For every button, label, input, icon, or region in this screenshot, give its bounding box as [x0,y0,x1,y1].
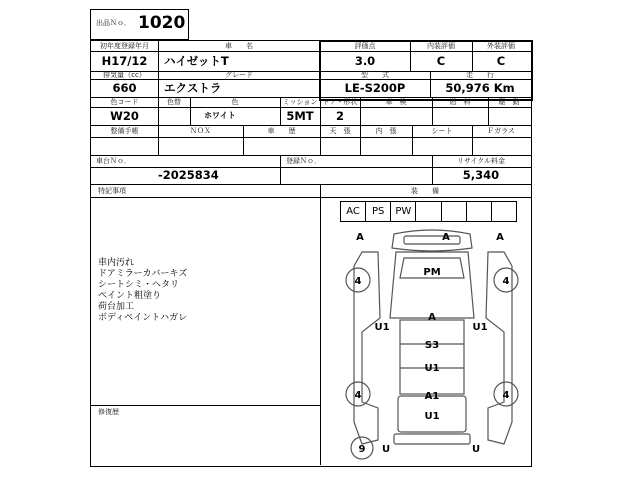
damage-mark: 4 [354,390,362,401]
rule [90,184,532,185]
recycling-fee-label: リサイクル料金 [456,157,506,165]
rule [90,137,532,138]
maintenance-book-label: 整備手帳 [110,127,139,135]
damage-mark: 4 [354,276,362,287]
remark-line: ペイント粗塗り [98,291,162,301]
damage-mark: U1 [424,411,440,422]
remark-line: ドアミラーカバーキズ [98,269,188,279]
car-name-value: ハイゼットT [164,54,229,68]
damage-mark: PM [423,267,441,278]
equipment-item [492,202,516,221]
interior-rating-label: 内装評価 [427,42,455,50]
grade-label: グレード [225,71,253,79]
equipment-item [416,202,441,221]
remark-line: 車内汚れ [98,258,135,268]
cargo-bed-outline [400,320,464,394]
displacement-value: 660 [112,81,137,95]
mileage-label: 走 行 [466,71,494,79]
interior-rating-value: C [436,54,446,68]
transmission-value: 5MT [286,109,314,123]
first-registration-label: 初年度登録年月 [100,42,149,50]
drive-label: 駆 動 [498,98,520,106]
cab-outline [390,252,474,318]
chassis-number-label: 車台Ｎｏ． [96,157,131,165]
grille-outline [404,236,460,244]
equipment-item: PW [391,202,416,221]
equipment-row [340,201,517,222]
damage-mark: 9 [358,444,366,455]
damage-mark: A [496,232,504,243]
displacement-label: 排気量（cc） [103,71,146,79]
remarks-title: 特記事項 [98,187,126,195]
door-shape-label: ドア・形状 [322,98,358,106]
color-code-label: 色コード [110,98,139,106]
remark-line: 荷台加工 [98,302,135,312]
equipment-item [467,202,492,221]
lot-number: 1020 [138,13,186,33]
damage-mark: U1 [472,322,488,333]
front-glass-label: Ｆガラス [487,127,515,135]
exterior-rating-value: C [496,54,506,68]
headliner-label: 天 張 [329,127,351,135]
inspection-label: 車 検 [385,98,407,106]
damage-mark: 4 [502,390,510,401]
recycling-fee-value: 5,340 [462,168,500,182]
damage-mark: U1 [374,322,390,333]
color-change-label: 色替 [167,98,181,106]
rule [90,125,532,126]
damage-mark: U [381,444,391,455]
lot-number-label: 出品Ｎｏ． [96,19,131,27]
rule [320,184,321,465]
evaluation-score-label: 評価点 [354,42,376,50]
exterior-rating-label: 外装評価 [487,42,515,50]
fuel-label: 燃 料 [449,98,471,106]
rule [90,155,532,156]
rule [90,197,532,198]
damage-mark: A [428,312,436,323]
chassis-number-value: -2025834 [158,168,219,182]
color-value: ホワイト [204,111,236,120]
remark-line: ボディペイントハガレ [98,313,188,323]
damage-mark: U1 [424,363,440,374]
damage-mark: A1 [424,391,440,402]
model-code-label: 型 式 [361,71,389,79]
remark-line: シートシミ・ヘタリ [98,280,180,290]
equipment-title: 装 備 [411,187,439,195]
interior-trim-label: 内 張 [375,127,397,135]
damage-mark: A [442,232,450,243]
model-code-value: LE-S200P [344,81,406,95]
damage-mark: S3 [424,340,440,351]
equipment-item: AC [341,202,366,221]
door-shape-value: 2 [335,109,344,123]
seat-label: シート [431,127,453,135]
evaluation-score-value: 3.0 [354,54,376,68]
rule [280,155,281,184]
vehicle-damage-diagram [322,222,528,464]
rule [90,405,320,406]
registration-number-label: 登録Ｎｏ． [286,157,321,165]
mileage-value: 50,976 Km [445,81,515,95]
first-registration-value: H17/12 [101,54,148,68]
car-name-label: 車 名 [225,42,253,50]
repair-history-title: 修復歴 [98,408,119,416]
damage-mark: U [471,444,481,455]
grade-value: エクストラ [164,81,222,95]
damage-mark: A [356,232,364,243]
rule [90,107,532,108]
transmission-label: ミッション [282,98,318,106]
equipment-item [442,202,467,221]
nox-label: ＮＯＸ [190,127,211,135]
color-code-value: W20 [110,109,139,123]
damage-mark: 4 [502,276,510,287]
vehicle-history-label: 車 歴 [267,127,296,135]
color-label: 色 [231,98,239,106]
rear-bumper-outline [394,434,470,444]
equipment-item: PS [366,202,391,221]
